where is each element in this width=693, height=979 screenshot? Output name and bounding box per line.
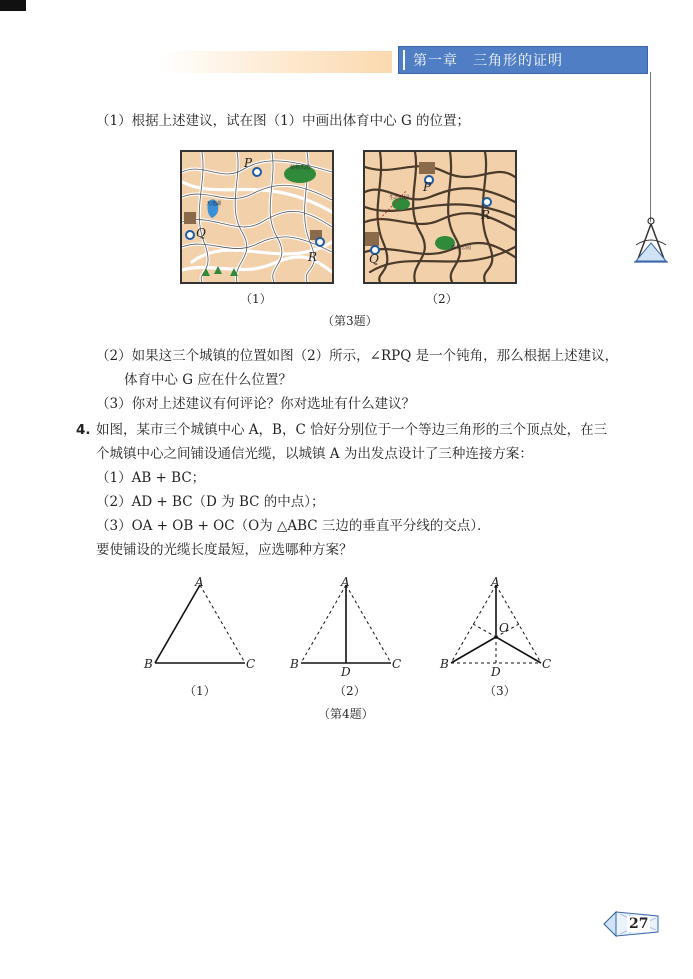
map1-label-r: R bbox=[308, 250, 318, 264]
triangle-figure-2 bbox=[301, 585, 391, 663]
q4-option1: （1）AB + BC； bbox=[96, 470, 206, 486]
q3-figure-caption: （第3题） bbox=[322, 314, 378, 328]
map2-label-q: Q bbox=[369, 252, 379, 266]
map2-park1-label: 生态公园 bbox=[389, 195, 410, 201]
map1-lake-label: 天池湖 bbox=[206, 201, 222, 207]
corner-marker bbox=[0, 0, 26, 11]
triangle-figure-3 bbox=[451, 585, 541, 663]
fig3-label-c: C bbox=[542, 657, 552, 671]
q4-line1: 如图，某市三个城镇中心 A，B，C 恰好分别位于一个等边三角形的三个顶点处，在三 bbox=[96, 422, 608, 438]
fig2-label-c: C bbox=[392, 657, 402, 671]
q4-question: 要使铺设的光缆长度最短，应选哪种方案？ bbox=[96, 542, 353, 558]
q4-option3: （3）OA + OB + OC（O为 △ABC 三边的垂直平分线的交点）． bbox=[96, 518, 491, 534]
fig2-label-a: A bbox=[341, 575, 350, 589]
fig3-label-o: O bbox=[499, 621, 509, 635]
marker-r bbox=[483, 198, 491, 206]
map1-label-q: Q bbox=[196, 226, 206, 240]
fig1-caption: （1） bbox=[184, 684, 216, 698]
triangle-figure-1 bbox=[155, 585, 245, 663]
compass-icon bbox=[630, 215, 672, 265]
map-2-roads bbox=[365, 152, 515, 282]
town-building-p bbox=[419, 162, 435, 174]
q3-part2-line2: 体育中心 G 应在什么位置？ bbox=[124, 372, 292, 388]
marker-r bbox=[316, 238, 324, 246]
map1-park-label: 植物乐园 bbox=[290, 165, 311, 171]
q4-line2: 个城镇中心之间铺设通信光缆，以城镇 A 为出发点设计了三种连接方案： bbox=[96, 446, 533, 462]
q3-part1: （1）根据上述建议，试在图（1）中画出体育中心 G 的位置； bbox=[96, 113, 471, 129]
town-building-q bbox=[365, 232, 379, 246]
fig2-label-d: D bbox=[341, 665, 351, 679]
q4-number: 4. bbox=[76, 422, 91, 438]
q4-figure-caption: （第4题） bbox=[318, 707, 374, 721]
page-number: 27 bbox=[629, 916, 649, 932]
fig3-label-d: D bbox=[491, 665, 501, 679]
map2-label-p: P bbox=[423, 180, 432, 194]
header-decoration bbox=[160, 51, 392, 73]
marker-p bbox=[253, 168, 261, 176]
margin-line bbox=[650, 72, 651, 222]
fig2-caption: （2） bbox=[334, 684, 366, 698]
town-building-q bbox=[184, 212, 196, 224]
q3-part2-line1: （2）如果这三个城镇的位置如图（2）所示，∠RPQ 是一个钝角，那么根据上述建议， bbox=[96, 348, 619, 364]
fig3-label-b: B bbox=[440, 657, 449, 671]
chapter-header bbox=[398, 46, 648, 74]
map1-label-p: P bbox=[244, 156, 253, 170]
fig2-label-b: B bbox=[290, 657, 299, 671]
q4-option2: （2）AD + BC（D 为 BC 的中点）； bbox=[96, 494, 325, 510]
fig3-caption: （3） bbox=[484, 684, 516, 698]
fig1-label-a: A bbox=[195, 575, 204, 589]
map-figure-2 bbox=[363, 150, 517, 284]
map2-label-r: R bbox=[481, 208, 491, 222]
fig3-label-a: A bbox=[491, 575, 500, 589]
q3-part3: （3）你对上述建议有何评论？你对选址有什么建议？ bbox=[96, 396, 416, 412]
marker-q bbox=[186, 231, 194, 239]
chapter-title: 第一章 三角形的证明 bbox=[413, 53, 563, 69]
fig1-label-b: B bbox=[144, 657, 153, 671]
map2-park2-label: 森林公园 bbox=[451, 245, 472, 251]
map-figure-1 bbox=[180, 150, 334, 284]
map2-caption: （2） bbox=[426, 292, 458, 306]
fig1-label-c: C bbox=[246, 657, 256, 671]
map1-caption: （1） bbox=[240, 292, 272, 306]
